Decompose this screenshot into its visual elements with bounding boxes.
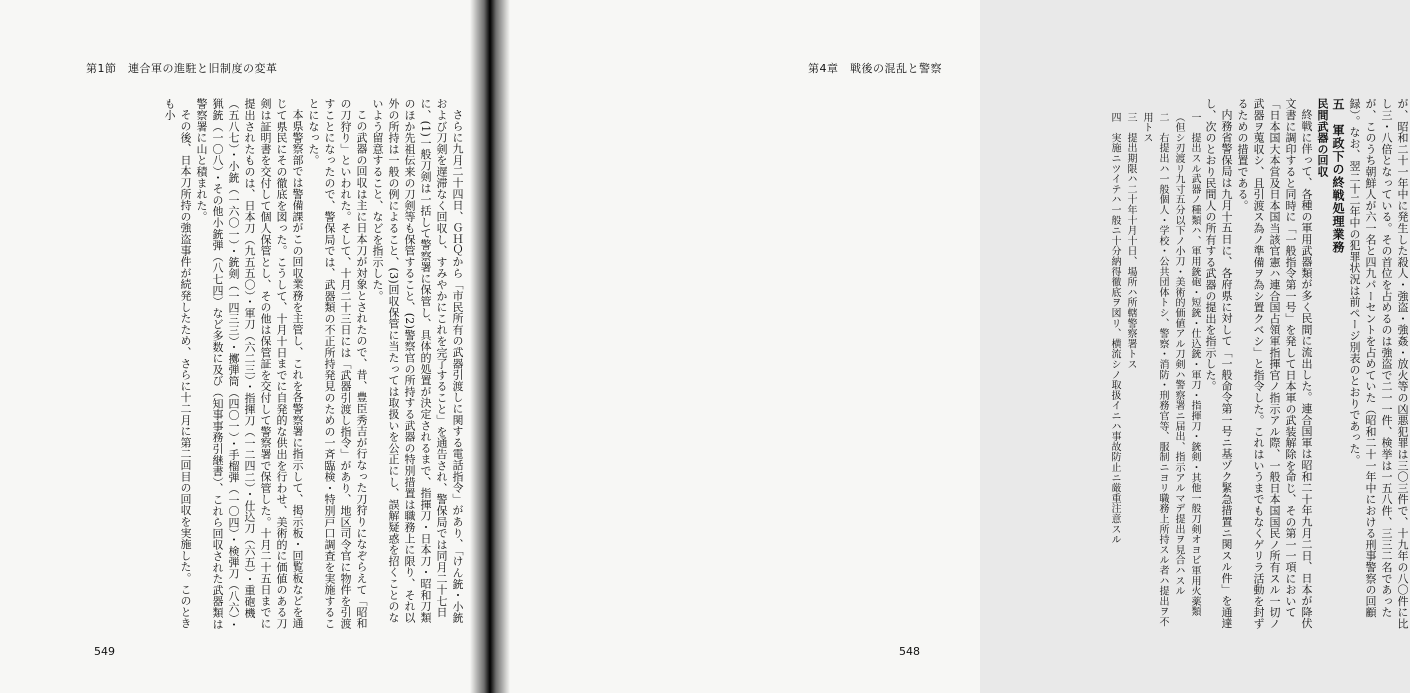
list-item-number: 四	[1109, 112, 1120, 123]
body-paragraph: 本県警察部では警備課がこの回収業務を主管し、これを各警察署に指示して、掲示板・回覧板などを通じて県民にその徹底を図った。こうして、十月十日までに自発的な供出を行わせ、美術的に価値のある刀剣は証明書を交付して個人保管とし、その他は保管証を交付して警察署で保管した。十月二十五日までに提出されたものは、日本刀（九五五〇）・軍刀（六二三）・指揮刀（一二四二）・仕込刀（六五）・重砲機（五八七）・小銃（一六〇一）・銃剣（一四三三）・擲弾筒（四〇一）・手榴弾（一〇四）・検弾刀（八六）・猟銃（一〇八）・その他小銃弾（八七四）など多数に及び（知事事務引継書）、これら回収された武器類は警察署に山と積まれた。	[195, 98, 304, 630]
list-item-number: 二	[1157, 112, 1168, 123]
list-item	[1106, 112, 1122, 633]
page-number-left: 549	[94, 645, 115, 658]
body-paragraph: が、昭和二十一年中に発生した殺人・強盗・強姦・放火等の凶悪犯罪は三〇三件で、十九年の八〇件に比し三・八倍となっている。その首位を占めるのは強盗で二一一件、検挙は一五八件、三三二名であったが、このうち朝鮮人が六一名と四九パーセントを占めていた（昭和二十一年中における刑事警察の回顧録）。なお、翌二十二年中の犯罪状況は前ページ別表のとおりであった。	[1348, 98, 1409, 630]
right-page-body	[1010, 98, 1410, 633]
body-paragraph: さらに九月二十四日、ＧＨＱから「市民所有の武器引渡しに関する電話指令」があり、「けん銃・小銃および刀剣を遅滞なく回収し、すみやかにこれを完了すること」を通告され、警保局では同月二十七日に、(1)一般刀剣は一括して警察署に保管し、具体的処置が決定されるまで、指揮刀・日本刀・昭和刀類のほか先祖伝来の刀剣等も保管すること、(2)警察官の所持する武器の特別措置は職務上に限り、それ以外の所持は一般の例によること、(3)回収保管に当たっては取扱いを公正にし、誤解疑惑を招くことのないよう留意すること、などを指示した。	[371, 98, 464, 624]
list-item	[1122, 112, 1138, 633]
right-page	[490, 0, 1409, 693]
list-item	[1138, 112, 1170, 633]
sidehead: 民間武器の回収	[1316, 98, 1329, 178]
directive-list	[1106, 98, 1202, 633]
page-number-right: 548	[899, 645, 920, 658]
left-page-body	[80, 98, 465, 633]
section-title: 五 軍政下の終戦処理業務	[1331, 98, 1345, 254]
list-item-text: 実施ニツイテハ一般ニ十分納得徹底ヲ図リ、横流シノ取扱イニハ事故防止ニ厳重注意スル	[1109, 132, 1120, 545]
list-item	[1170, 112, 1202, 633]
body-paragraph: 内務省警保局は九月十五日に、各府県に対して「一般命令第一号ニ基ヅク緊急措置ニ関スル件」を通達し、次のとおり民間人の所有する武器の提出を指示した。	[1204, 98, 1233, 629]
left-page	[0, 0, 490, 693]
running-head-right: 第4章 戦後の混乱と警察	[808, 62, 942, 75]
list-item-number: 三	[1125, 112, 1136, 123]
running-head-left: 第1節 連合軍の進駐と旧制度の変革	[86, 62, 278, 75]
list-item-number: 一	[1189, 112, 1200, 123]
book-gutter-shadow	[470, 0, 510, 693]
body-paragraph: 終戦に伴って、各種の軍用武器類が多く民間に流出した。連合国軍は昭和二十年九月二日、日本が降伏文書に調印すると同時に「一般指令第一号」を発して日本軍の武装解除を命じ、その第一一項において「日本国大本営及日本国当該官憲ハ連合国占領軍指揮官ノ指示アル際、一般日本国国民ノ所有スル一切ノ武器ヲ蒐収シ、且引渡ス為ノ準備ヲ為シ置クベシ」と指令した。これはいうまでもなくゲリラ活動を封ずるための措置である。	[1236, 98, 1313, 630]
list-item-text: 右提出ハ一般個人・学校・公共団体トシ、警察・消防・刑務官等、服制ニヨリ職務上所持スル者ハ提出ヲ不用トス	[1141, 112, 1168, 628]
body-paragraph: この武器の回収は主に日本刀が対象とされたので、昔、豊臣秀吉が行なった刀狩りになぞらえて「昭和の刀狩り」といわれた。そして、十月二十三日には「武器引渡し指令」があり、地区司令官に物件を引渡すことになったので、警保局では、武器類の不正所持発見のための一斉臨検・特別戸口調査を実施することになった。	[307, 98, 368, 630]
list-item-text: 提出期限ハ二十年十月十日、場所ハ所轄警察署トス	[1125, 132, 1136, 370]
body-paragraph: その後、日本刀所持の強盗事件が続発したため、さらに十二月に第二回目の回収を実施した。このときも小	[163, 98, 192, 629]
list-item-text: 提出スル武器ノ種類ハ、軍用銃砲・短銃・仕込銃・軍刀・指揮刀・銃剣・其他一般刀剣オヨビ軍用火薬類（但シ刃渡リ九寸五分以下ノ小刀・美術的価値アル刀剣ハ警察署ニ届出、指示アルマデ提出ヲ見合ハスル	[1173, 112, 1200, 617]
